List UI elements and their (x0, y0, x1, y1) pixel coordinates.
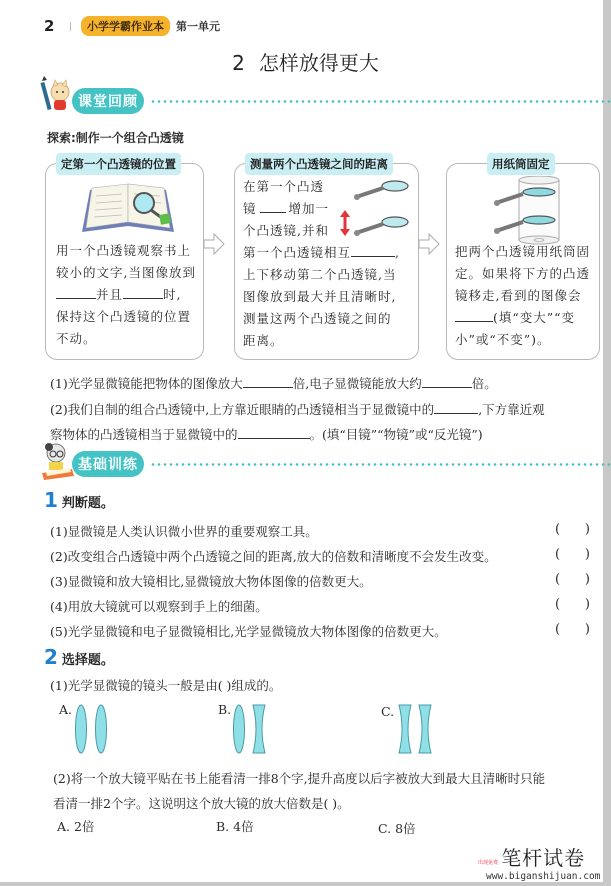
practice-banner-label: 基础训练 (72, 451, 144, 477)
fill-blank[interactable] (422, 373, 472, 388)
step2-line: 在第一个凸透 (243, 179, 325, 194)
option-c-label[interactable]: C. (381, 704, 395, 719)
answer-paren[interactable]: ( ) (555, 547, 590, 562)
step1-line: 保持这个凸透镜的位置 (56, 309, 192, 324)
convex-convex-lens-icon[interactable] (74, 703, 114, 755)
step3-line: 小”或“不变”)。 (455, 332, 551, 347)
question-number: 1 (44, 488, 58, 512)
step1-text: 并且 (96, 287, 124, 302)
question-type: 选择题。 (61, 653, 114, 668)
review-banner-label: 课堂回顾 (72, 88, 144, 114)
step-card-2 (234, 157, 419, 360)
choice-question-1: (1)光学显微镜的镜头一般是由( )组成的。 (50, 678, 282, 693)
step2-line: 个凸透镜,并和 (243, 223, 329, 238)
step3-line: 镜移走,看到的图像会 (455, 288, 582, 303)
review-banner (42, 86, 144, 116)
step2-line-blank (243, 242, 418, 264)
choice-question-2-line2: 看清一排2个字。这说明这个放大镜的放大倍数是( )。 (53, 796, 350, 811)
lesson-number: 2 (232, 51, 245, 75)
judgement-item-5: (5)光学显微镜和电子显微镜相比,光学显微镜放大物体图像的倍数更大。 (50, 624, 447, 639)
page-title (0, 47, 611, 76)
option-a-label[interactable]: A. (59, 702, 73, 717)
series-badge: 小学学霸作业本 (81, 16, 170, 36)
answer-paren[interactable]: ( ) (555, 522, 590, 537)
concave-concave-lens-icon[interactable] (397, 703, 437, 755)
watermark-url: www.biganshijuan.com (486, 871, 601, 882)
scan-edge-right (603, 0, 611, 886)
scan-edge-bottom (0, 882, 611, 886)
step-tag-1: 定第一个凸透镜的位置 (56, 153, 181, 175)
step2-text: , (395, 245, 400, 260)
watermark-title: 笔杆试卷 (501, 846, 586, 870)
step2-line: 距离。 (243, 333, 284, 348)
choice-option-c[interactable]: C. 8倍 (378, 821, 416, 836)
step3-line: 把两个凸透镜用纸筒固 (455, 244, 591, 259)
fill-blank[interactable] (243, 373, 293, 388)
step1-line: 用一个凸透镜观察书上 (56, 243, 192, 258)
page-header (44, 16, 220, 36)
practice-banner (42, 449, 144, 479)
judgement-item-4: (4)用放大镜就可以观察到手上的细菌。 (50, 599, 268, 614)
judgement-item-3: (3)显微镜和放大镜相比,显微镜放大物体图像的倍数更大。 (50, 574, 372, 589)
judgement-heading (44, 488, 114, 512)
question-text: (1)光学显微镜能把物体的图像放大 (50, 376, 243, 391)
question-text: 察物体的凸透镜相当于显微镜中的 (50, 427, 238, 442)
choice-question-2-line1: (2)将一个放大镜平贴在书上能看清一排8个字,提升高度以后字被放大到最大且清晰时只能 (53, 771, 546, 786)
watermark-tiny-text: 出现免费 (478, 860, 499, 866)
question-text: 倍,电子显微镜能放大约 (292, 376, 422, 391)
fill-blank[interactable] (123, 284, 163, 299)
step-card-3 (446, 157, 600, 360)
dog-reading-book-icon (42, 447, 76, 481)
choice-option-b[interactable]: B. 4倍 (216, 819, 254, 834)
answer-paren[interactable]: ( ) (555, 572, 590, 587)
convex-concave-lens-icon[interactable] (232, 703, 272, 755)
question-text: 。(填“目镜”“物镜”或“反光镜”) (309, 427, 483, 442)
step-text-1 (56, 240, 201, 350)
step-tag-2: 测量两个凸透镜之间的距离 (245, 153, 393, 175)
question-text: ,下方靠近观 (478, 402, 545, 417)
dotted-divider (150, 100, 611, 103)
step-tag-3: 用纸筒固定 (487, 153, 555, 175)
question-number: 2 (44, 645, 58, 669)
review-question-1 (50, 373, 497, 392)
fill-blank[interactable] (56, 284, 96, 299)
review-question-2-line1 (50, 399, 545, 418)
page-number: 2 (44, 17, 55, 35)
step2-line-blank (243, 198, 418, 220)
judgement-item-1: (1)显微镜是人类认识微小世界的重要观察工具。 (50, 524, 318, 539)
book-with-magnifier-icon (78, 176, 178, 238)
explore-heading: 探索:制作一个组合凸透镜 (47, 131, 184, 145)
question-type: 判断题。 (61, 496, 114, 511)
step2-line: 图像放到最大并且清晰时, (243, 289, 397, 304)
step2-line: 上下移动第二个凸透镜,当 (243, 267, 397, 282)
choice-option-a[interactable]: A. 2倍 (57, 819, 95, 834)
header-divider (70, 22, 71, 31)
step2-text: 镜 (243, 201, 257, 216)
step3-line-blank (455, 307, 600, 329)
fill-blank[interactable] (434, 399, 478, 414)
step2-text: 第一个凸透镜相互 (243, 245, 352, 260)
question-text: 倍。 (471, 376, 497, 391)
cat-with-pencil-icon (42, 84, 76, 118)
arrow-right-icon (203, 233, 225, 255)
step1-line: 不动。 (56, 331, 97, 346)
step1-line-blanks (56, 284, 201, 306)
step3-line: 定。如果将下方的凸透 (455, 266, 591, 281)
step2-line: 测量这两个凸透镜之间的 (243, 311, 392, 326)
fill-blank[interactable] (455, 307, 493, 322)
fill-blank[interactable] (238, 424, 310, 439)
unit-label: 第一单元 (176, 20, 220, 33)
choice-heading (44, 645, 114, 669)
fill-blank[interactable] (260, 198, 286, 213)
lesson-title: 怎样放得更大 (258, 51, 379, 75)
fill-blank[interactable] (351, 242, 395, 257)
watermark (478, 842, 601, 882)
judgement-item-2: (2)改变组合凸透镜中两个凸透镜之间的距离,放大的倍数和清晰度不会发生改变。 (50, 549, 497, 564)
arrow-right-icon (418, 233, 440, 255)
answer-paren[interactable]: ( ) (555, 597, 590, 612)
answer-paren[interactable]: ( ) (555, 622, 590, 637)
step2-text: 增加一 (288, 201, 330, 216)
question-text: (2)我们自制的组合凸透镜中,上方靠近眼睛的凸透镜相当于显微镜中的 (50, 402, 435, 417)
step-card-1 (45, 157, 204, 360)
option-b-label[interactable]: B. (218, 702, 232, 717)
step1-line: 较小的文字,当图像放到 (56, 265, 196, 280)
step3-text: (填“变大”“变 (493, 310, 576, 325)
step-text-3 (455, 241, 600, 351)
dotted-divider (150, 463, 611, 466)
step-text-2 (243, 176, 418, 352)
paper-tube-with-lenses-icon (489, 176, 569, 246)
step1-text: 时, (163, 287, 182, 302)
review-question-2-line2 (50, 424, 483, 443)
